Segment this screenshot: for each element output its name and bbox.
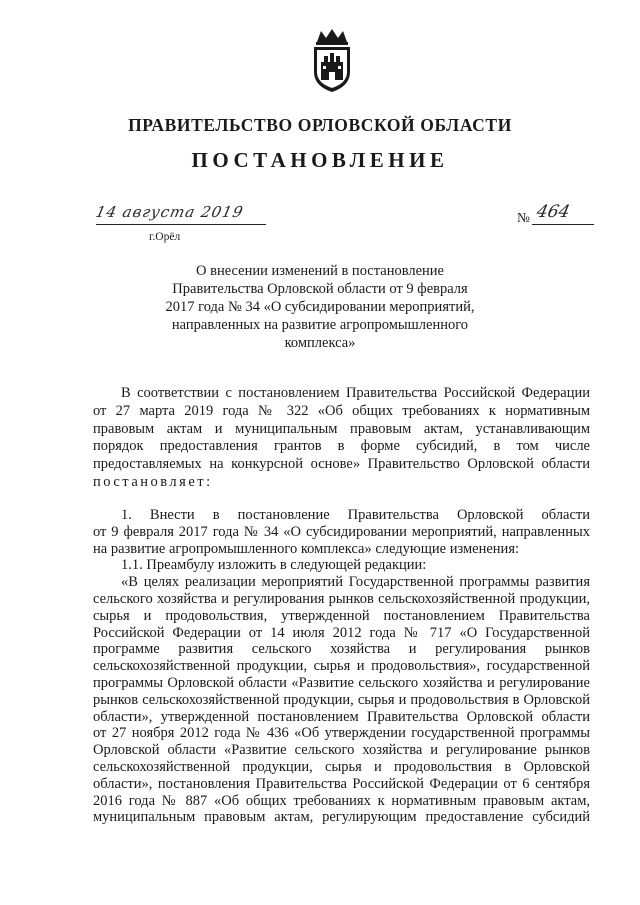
subject-line: О внесении изменений в постановление xyxy=(196,263,444,279)
text-line: 2016 года № 887 «Об общих требованиях к нормативным правовым актам, xyxy=(93,792,590,809)
text-line: порядок предоставления грантов в форме субсидий, в том числе xyxy=(93,438,590,455)
date-underline xyxy=(96,224,266,225)
text-line: рынков сельскохозяйственной продукции, сырья и продовольствия в Орловской xyxy=(93,691,590,708)
text-line: правовым актам и муниципальным правовым актам, устанавливающим xyxy=(93,420,590,437)
text-line: постановляет: xyxy=(93,473,213,490)
text-line: сельского хозяйства и регулирования рынков сельскохозяйственной продукции, xyxy=(93,590,590,607)
number-underline xyxy=(532,224,594,225)
text-line: 1.1. Преамбулу изложить в следующей редакции: xyxy=(121,557,427,574)
text-line: Орловской области «Развитие сельского хозяйства и регулирование рынков xyxy=(93,742,590,759)
text-line: сельскохозяйственной продукции, сырья и продовольствия», государственной xyxy=(93,658,590,675)
text-line: от 27 ноября 2012 года № 436 «Об утверждении государственной программы xyxy=(93,725,590,742)
text-line: от 27 марта 2019 года № 322 «Об общих требованиях к нормативным xyxy=(93,402,590,419)
text-line: области», постановления Правительства Российской Федерации от 6 сентября xyxy=(93,775,590,792)
text-line: В соответствии с постановлением Правительства Российской Федерации xyxy=(121,385,590,401)
text-line: программе развития сельского хозяйства и регулирования рынков xyxy=(93,641,590,658)
text-line: от 9 февраля 2017 года № 34 «О субсидировании мероприятий, направленных xyxy=(93,523,590,540)
text-line: на развитие агропромышленного комплекса» следующие изменения: xyxy=(93,540,520,557)
subject-line: Правительства Орловской области от 9 февраля xyxy=(172,281,468,297)
city-label: г.Орёл xyxy=(149,231,181,243)
number-label: № xyxy=(517,210,530,225)
subject-block xyxy=(150,262,490,352)
text-line: 1. Внести в постановление Правительства Орловской области xyxy=(121,507,590,523)
subject-line: направленных на развитие агропромышленного xyxy=(171,317,469,333)
text-line: «В целях реализации мероприятий Государственной программы развития xyxy=(121,574,590,591)
clauses-section xyxy=(93,507,590,826)
coat-of-arms-icon xyxy=(309,28,355,94)
preamble-paragraph xyxy=(93,385,590,492)
text-line: Российской Федерации от 14 июля 2012 года № 717 «О Государственной xyxy=(93,624,590,641)
handwritten-date: 14 августа 2019 xyxy=(94,203,246,221)
text-line: сельскохозяйственной продукции, сырья и продовольствия в Орловской xyxy=(93,758,590,775)
text-line: муниципальным правовым актам, регулирующим предоставление субсидий xyxy=(93,809,590,826)
subject-line: комплекса» xyxy=(284,335,356,351)
text-line: сырья и продовольствия, утвержденной постановлением Правительства xyxy=(93,607,590,624)
text-line: области», утвержденной постановлением Правительства Орловской области xyxy=(93,708,590,725)
text-line: программы Орловской области «Развитие сельского хозяйства и регулирование xyxy=(93,674,590,691)
subject-line: 2017 года № 34 «О субсидировании мероприятий, xyxy=(165,299,475,315)
document-type-title: ПОСТАНОВЛЕНИЕ xyxy=(191,148,449,172)
handwritten-number: 464 xyxy=(534,202,572,222)
text-line: предоставляемых на конкурсной основе» Правительство Орловской области xyxy=(93,456,590,473)
organization-title: ПРАВИТЕЛЬСТВО ОРЛОВСКОЙ ОБЛАСТИ xyxy=(128,115,512,135)
